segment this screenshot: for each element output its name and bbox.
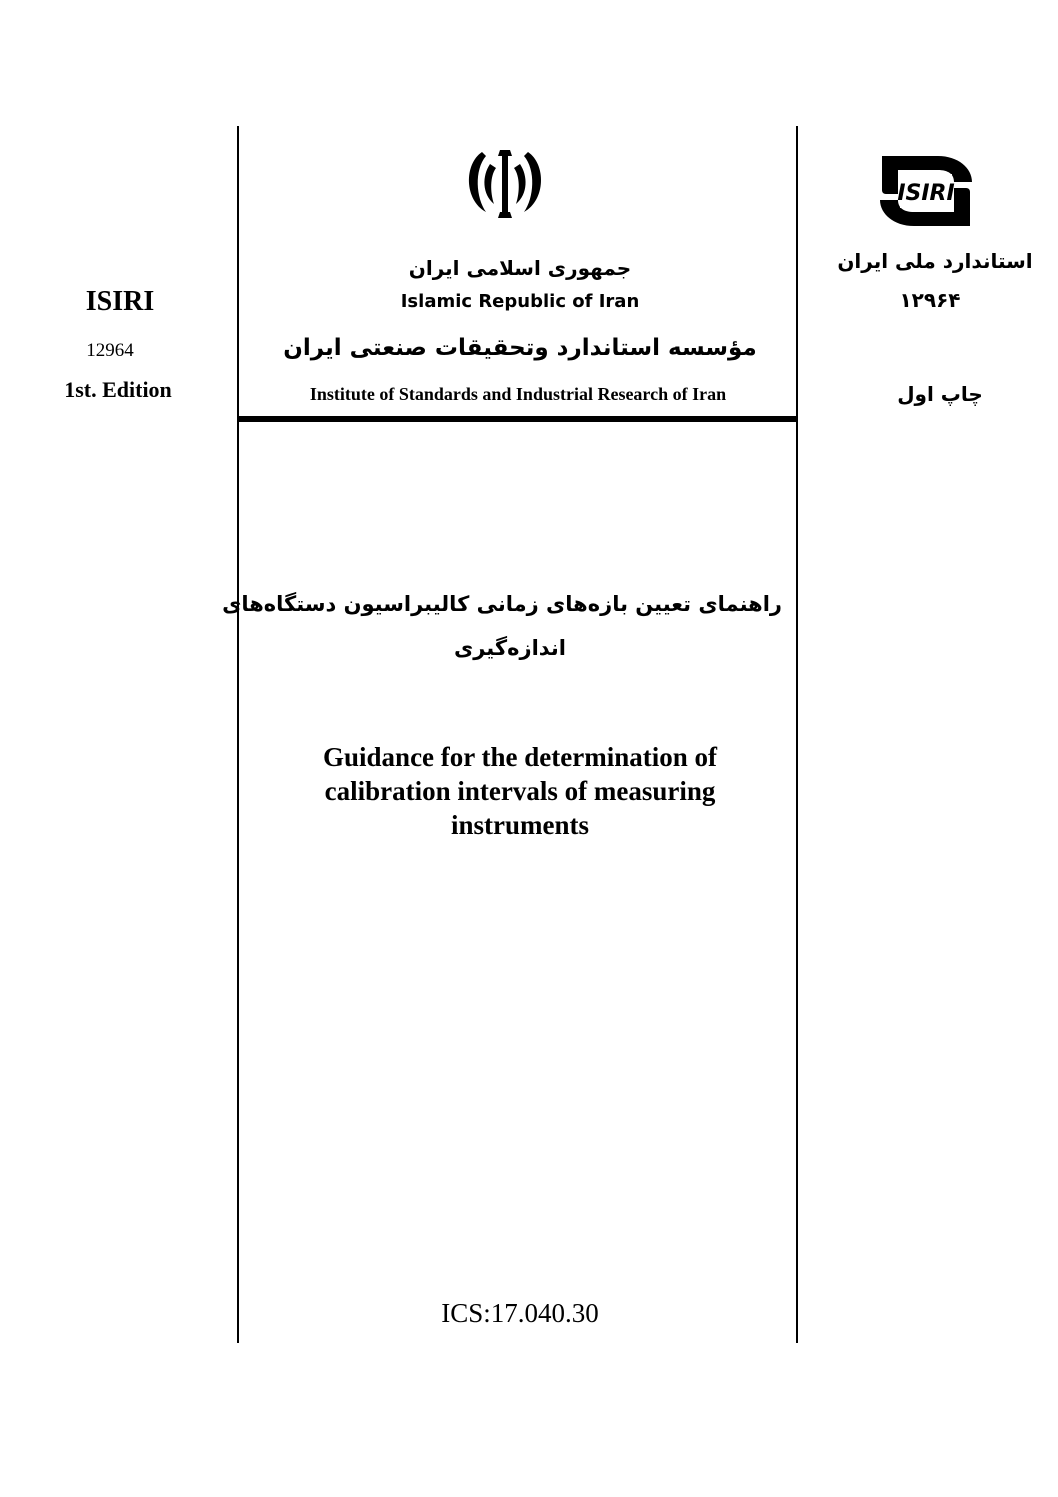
republic-name-fa: جمهوری اسلامی ایران bbox=[408, 256, 632, 280]
standard-number-fa: ۱۲۹۶۴ bbox=[899, 288, 961, 312]
right-column-divider bbox=[796, 126, 798, 1343]
title-fa-line2: اندازه‌گیری bbox=[454, 636, 566, 660]
svg-text:ISIRI: ISIRI bbox=[897, 181, 955, 206]
institute-name-fa: مؤسسه استاندارد وتحقیقات صنعتی ایران bbox=[283, 335, 757, 361]
ics-code: ICS:17.040.30 bbox=[441, 1298, 599, 1328]
edition-label-fa: چاپ اول bbox=[897, 382, 983, 406]
header-rule bbox=[238, 416, 798, 422]
org-abbreviation: ISIRI bbox=[85, 286, 155, 317]
institute-name-en: Institute of Standards and Industrial Research of Iran bbox=[309, 384, 727, 404]
title-en-line1: Guidance for the determination of bbox=[323, 742, 717, 772]
edition-label: 1st. Edition bbox=[64, 377, 172, 402]
standard-number: 12964 bbox=[86, 340, 134, 361]
title-en-line3: instruments bbox=[450, 810, 589, 840]
republic-name-en: Islamic Republic of Iran bbox=[400, 291, 640, 312]
isiri-logo-icon bbox=[876, 150, 976, 232]
title-fa-line1: راهنمای تعیین بازه‌های زمانی کالیبراسیون دستگاه‌های bbox=[222, 592, 782, 616]
national-standard-label-fa: استاندارد ملی ایران bbox=[837, 249, 1033, 273]
title-en-line2: calibration intervals of measuring bbox=[324, 776, 716, 806]
iran-emblem-icon bbox=[460, 142, 550, 222]
left-column-divider bbox=[237, 126, 239, 1343]
